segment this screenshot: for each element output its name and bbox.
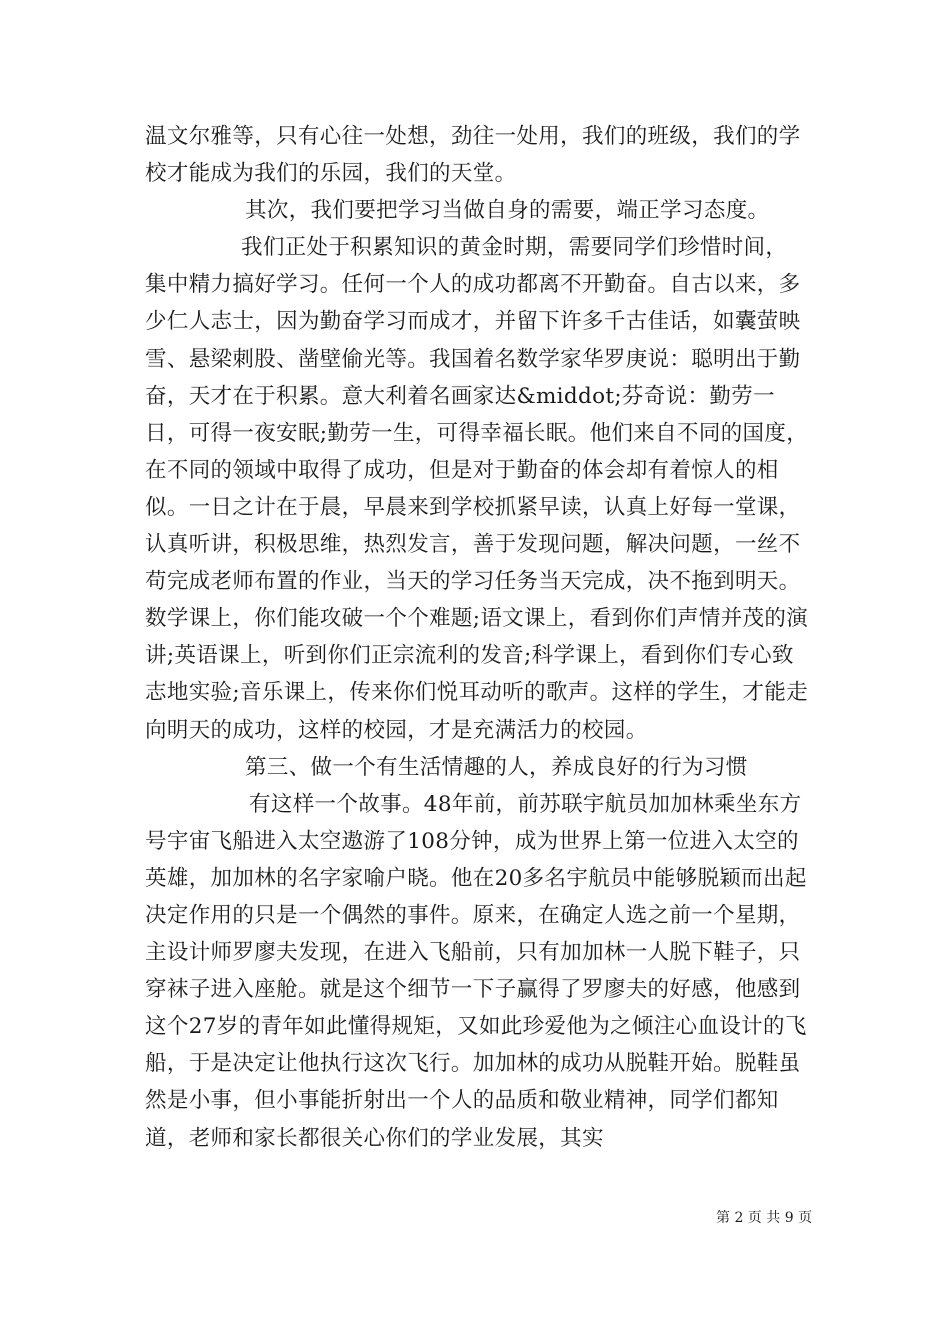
paragraph-third-point-heading: 第三、做一个有生活情趣的人，养成良好的行为习惯: [245, 754, 748, 780]
paragraph-second-point-heading: 其次，我们要把学习当做自身的需要，端正学习态度。: [245, 198, 770, 224]
page-number-footer: 第 2 页 共 9 页: [716, 1210, 813, 1226]
paragraph-diligence: 我们正处于积累知识的黄金时期，需要同学们珍惜时间，集中精力搞好学习。任何一个人的成功都离不开勤奋。自古以来，多少仁人志士，因为勤奋学习而成才，并留下许多千古佳话，如囊萤映雪、悬梁刺股、凿壁偷光等。我国着名数学家华罗庚说：聪明出于勤奋，天才在于积累。意大利着名画家达&middot;芬奇说：勤劳一日，可得一夜安眠;勤劳一生，可得幸福长眠。他们来自不同的国度，在不同的领域中取得了成功，但是对于勤奋的体会却有着惊人的相似。一日之计在于晨，早晨来到学校抓紧早读，认真上好每一堂课，认真听讲，积极思维，热烈发言，善于发现问题，解决问题，一丝不苟完成老师布置的作业，当天的学习任务当天完成，决不拖到明天。数学课上，你们能攻破一个个难题;语文课上，看到你们声情并茂的演讲;英语课上，听到你们正宗流利的发音;科学课上，看到你们专心致志地实验;音乐课上，传来你们悦耳动听的歌声。这样的学生，才能走向明天的成功，这样的校园，才是充满活力的校园。: [145, 235, 809, 743]
paragraph-gagarin-story: 有这样一个故事。48年前，前苏联宇航员加加林乘坐东方号宇宙飞船进入太空遨游了108分钟，成为世界上第一位进入太空的英雄，加加林的名字家喻户晓。他在20多名宇航员中能够脱颖而出起决定作用的只是一个偶然的事件。原来，在确定人选之前一个星期，主设计师罗廖夫发现，在进入飞船前，只有加加林一人脱下鞋子，只穿袜子进入座舱。就是这个细节一下子赢得了罗廖夫的好感，他感到这个27岁的青年如此懂得规矩，又如此珍爱他为之倾注心血设计的飞船，于是决定让他执行这次飞行。加加林的成功从脱鞋开始。脱鞋虽然是小事，但小事能折射出一个人的品质和敬业精神，同学们都知道，老师和家长都很关心你们的学业发展，其实: [145, 791, 807, 1151]
document-body: [145, 118, 809, 1157]
paragraph-continuation: 温文尔雅等，只有心往一处想，劲往一处用，我们的班级，我们的学校才能成为我们的乐园，我们的天堂。: [145, 124, 801, 187]
